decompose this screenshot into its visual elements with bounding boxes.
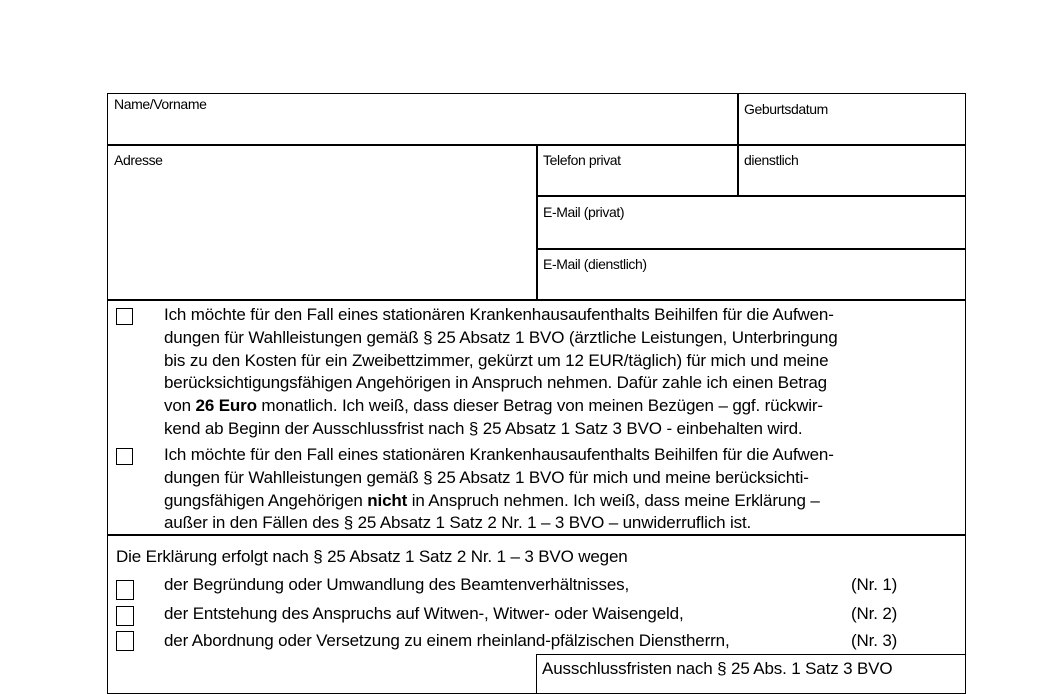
reasons-intro: Die Erklärung erfolgt nach § 25 Absatz 1 Satz 2 Nr. 1 – 3 BVO wegen [116, 547, 628, 566]
deadline-label: Ausschlussfristen nach § 25 Abs. 1 Satz 3 BVO [542, 659, 893, 678]
reason-1-ref: (Nr. 1) [851, 575, 898, 594]
birthdate-label: Geburtsdatum [744, 101, 828, 117]
address-field[interactable] [107, 144, 538, 301]
opt-out-suffix: in Anspruch nehmen. Ich weiß, dass meine Erklärung – [407, 490, 820, 510]
opt-in-line: dungen für Wahlleistungen gemäß § 25 Absatz 1 BVO (ärztliche Leistungen, Unterbringung [164, 327, 838, 347]
opt-in-line: Ich möchte für den Fall eines stationären Krankenhausaufenthalts Beihilfen für die Aufwen- [164, 305, 834, 324]
phone-private-field[interactable] [536, 144, 739, 197]
address-label: Adresse [114, 152, 163, 168]
opt-out-prefix: gungsfähigen Angehörigen [164, 490, 368, 510]
email-work-label: E-Mail (dienstlich) [543, 256, 647, 272]
phone-work-label: dienstlich [744, 152, 799, 168]
opt-out-emphasis: nicht [367, 490, 408, 510]
reason-2-text: der Entstehung des Anspruchs auf Witwen-, Witwer- oder Waisengeld, [164, 604, 684, 623]
amount-suffix: monatlich. Ich weiß, dass dieser Betrag von meinen Bezügen – ggf. rückwir- [256, 396, 823, 416]
opt-out-checkbox[interactable] [116, 448, 133, 465]
opt-in-line: bis zu den Kosten für ein Zweibettzimmer, gekürzt um 12 EUR/täglich) für mich und meine [164, 350, 829, 370]
opt-in-text [164, 304, 964, 441]
opt-in-line: kend ab Beginn der Ausschlussfrist nach § 25 Absatz 1 Satz 3 BVO - einbehalten wird. [164, 418, 803, 438]
name-label: Name/Vorname [114, 96, 207, 112]
amount-prefix: von [164, 396, 196, 416]
opt-out-line: Ich möchte für den Fall eines stationären Krankenhausaufenthalts Beihilfen für die Aufwen- [164, 445, 834, 464]
monthly-amount: 26 Euro [195, 396, 257, 416]
opt-in-checkbox[interactable] [116, 308, 133, 325]
reason-1-text: der Begründung oder Umwandlung des Beamtenverhältnisses, [164, 575, 630, 594]
opt-in-line [164, 395, 964, 418]
reason-3-text: der Abordnung oder Versetzung zu einem rheinland-pfälzischen Dienstherrn, [164, 631, 730, 650]
reason-1-checkbox[interactable] [116, 580, 134, 600]
opt-out-line [164, 490, 964, 513]
email-private-field[interactable] [536, 195, 966, 250]
email-work-field[interactable] [536, 248, 966, 301]
reason-3-ref: (Nr. 3) [851, 631, 898, 650]
deadline-box [536, 654, 966, 694]
phone-work-field[interactable] [737, 144, 966, 197]
reason-2-checkbox[interactable] [116, 606, 134, 626]
opt-out-line: dungen für Wahlleistungen gemäß § 25 Absatz 1 BVO für mich und meine berücksichti- [164, 467, 809, 487]
birthdate-field[interactable] [737, 93, 966, 146]
opt-out-line: außer in den Fällen des § 25 Absatz 1 Satz 2 Nr. 1 – 3 BVO – unwiderruflich ist. [164, 513, 752, 533]
phone-private-label: Telefon privat [543, 152, 621, 168]
opt-in-line: berücksichtigungsfähigen Angehörigen in Anspruch nehmen. Dafür zahle ich einen Betrag [164, 373, 827, 393]
email-private-label: E-Mail (privat) [543, 204, 625, 220]
opt-out-text [164, 444, 964, 535]
reason-2-ref: (Nr. 2) [851, 604, 898, 623]
reason-3-checkbox[interactable] [116, 631, 134, 651]
name-field[interactable] [107, 93, 739, 146]
